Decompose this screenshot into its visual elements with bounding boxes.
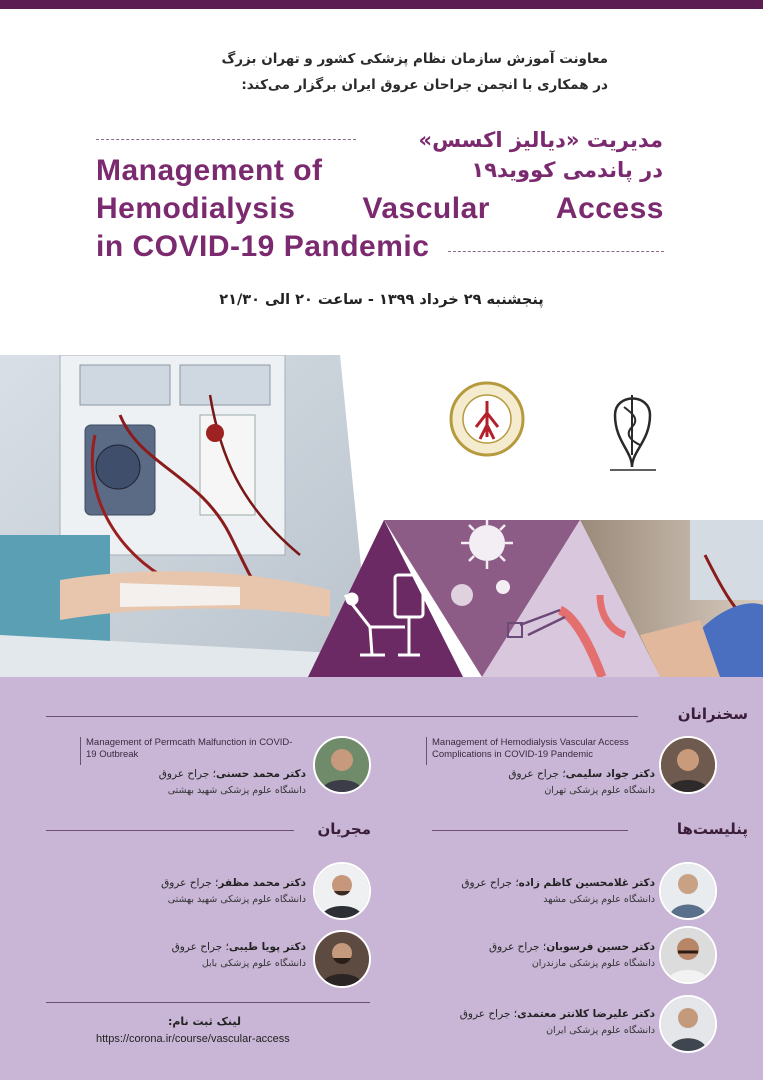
- panelist-2-name: [355, 941, 655, 953]
- speaker-2-name-text: دکتر محمد حسنی: [216, 768, 306, 780]
- panelist-3-university: دانشگاه علوم پزشکی ایران: [546, 1025, 655, 1036]
- hero-illustration: [0, 355, 763, 677]
- speaker-2-name: [46, 768, 306, 780]
- speakers-heading: سخنرانان: [677, 705, 748, 723]
- speaker-2-avatar: [313, 736, 371, 794]
- moderator-2-name-text: دکتر پویا طیبی: [228, 941, 306, 953]
- speaker-1-avatar: [659, 736, 717, 794]
- title-fa-line-1: مدیریت «دیالیز اکسس»: [418, 128, 663, 152]
- registration-link[interactable]: https://corona.ir/course/vascular-access: [96, 1033, 290, 1045]
- moderator-1-role: ؛ جراح عروق: [161, 877, 219, 889]
- panelist-1-name: [355, 877, 655, 889]
- moderator-2-avatar: [313, 930, 371, 988]
- title-en-line-2: Hemodialysis Vascular Access: [96, 192, 664, 225]
- title-dash-top: [96, 139, 356, 140]
- moderator-2-university: دانشگاه علوم پزشکی بابل: [201, 958, 306, 969]
- registration-rule: [46, 1002, 370, 1003]
- panelist-2-role: ؛ جراح عروق: [488, 941, 547, 953]
- moderator-1-name: [46, 877, 306, 889]
- moderators-rule: [46, 830, 294, 831]
- moderators-heading: مجریان: [317, 820, 371, 838]
- speaker-1-name-text: دکتر جواد سلیمی: [565, 768, 655, 780]
- moderator-1-name-text: دکتر محمد مظفر: [218, 877, 306, 889]
- speaker-1-university: دانشگاه علوم پزشکی تهران: [544, 785, 655, 796]
- panelist-2-name-text: دکتر حسین فرسوبان: [546, 941, 655, 953]
- title-fa-line-2: در پاندمی کووید۱۹: [471, 158, 663, 182]
- organizer-line-2: در همکاری با انجمن جراحان عروق ایران برگزار می‌کند:: [241, 77, 608, 93]
- title-dash-bottom: [448, 251, 664, 252]
- event-date: پنجشنبه ۲۹ خرداد ۱۳۹۹ - ساعت ۲۰ الی ۲۱/۳۰: [219, 292, 544, 308]
- registration-label: لینک ثبت نام:: [167, 1015, 241, 1028]
- title-en-line-1: Management of: [96, 154, 323, 187]
- panelist-1-university: دانشگاه علوم پزشکی مشهد: [543, 894, 655, 905]
- title-en-line-3: in COVID-19 Pandemic: [96, 230, 430, 263]
- panelists-heading: پنلیست‌ها: [676, 820, 748, 838]
- moderator-1-university: دانشگاه علوم پزشکی شهید بهشتی: [167, 894, 306, 905]
- panelist-1-avatar: [659, 862, 717, 920]
- panelist-3-avatar: [659, 995, 717, 1053]
- speaker-1-topic: Management of Hemodialysis Vascular Access Complications in COVID-19 Pandemic: [432, 737, 629, 760]
- moderator-2-name: [46, 941, 306, 953]
- panelist-1-name-text: دکتر غلامحسین کاظم زاده: [518, 877, 655, 889]
- speaker-2-university: دانشگاه علوم پزشکی شهید بهشتی: [167, 785, 306, 796]
- speaker-2-topic: Management of Permcath Malfunction in COVID-19 Outbreak: [86, 737, 293, 760]
- panelist-1-role: ؛ جراح عروق: [461, 877, 519, 889]
- panelist-3-role: ؛ جراح عروق: [459, 1008, 518, 1020]
- medical-council-emblem-icon: [610, 395, 656, 470]
- moderator-2-role: ؛ جراح عروق: [171, 941, 229, 953]
- panelist-2-avatar: [659, 926, 717, 984]
- organizer-text: [148, 46, 608, 98]
- panelists-rule: [432, 830, 628, 831]
- top-bar: [0, 0, 763, 9]
- speakers-rule: [46, 716, 638, 717]
- organizer-line-1: معاونت آموزش سازمان نظام پزشکی کشور و تهران بزرگ: [221, 51, 608, 67]
- speaker-1-name: [355, 768, 655, 780]
- moderator-1-avatar: [313, 862, 371, 920]
- vascular-surgeons-society-seal-icon: [451, 383, 523, 455]
- panelist-2-university: دانشگاه علوم پزشکی مازندران: [531, 958, 655, 969]
- speaker-1-role: ؛ جراح عروق: [508, 768, 566, 780]
- panelist-3-name: [355, 1008, 655, 1020]
- panelist-3-name-text: دکتر علیرضا کلانتر معتمدی: [517, 1008, 655, 1020]
- speaker-2-role: ؛ جراح عروق: [158, 768, 217, 780]
